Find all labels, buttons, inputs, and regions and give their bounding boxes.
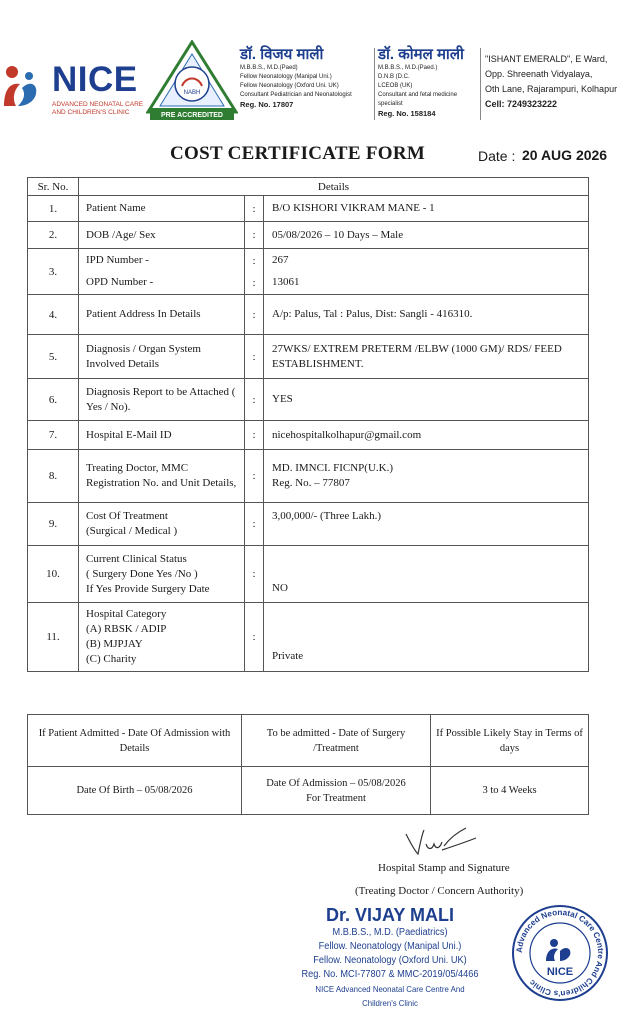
stamp-line: M.B.B.S., M.D. (Paediatrics) <box>332 927 448 938</box>
row-sr: 6. <box>28 379 79 421</box>
doctor1-name: डॉ. विजय माली <box>240 46 324 63</box>
admission-header: If Patient Admitted - Date Of Admission with Details <box>28 715 242 767</box>
row-colon: : <box>245 603 264 672</box>
table-row <box>28 335 589 379</box>
stamp-line: NICE Advanced Neonatal Care Centre And Children's Clinic <box>315 984 465 1008</box>
row-colon-pair <box>245 249 264 295</box>
row-value: 05/08/2026 – 10 Days – Male <box>264 222 589 249</box>
address-line: Opp. Shreenath Vidyalaya, <box>485 69 593 79</box>
row-value: YES <box>264 379 589 421</box>
clinic-phone: Cell: 7249323222 <box>485 99 558 109</box>
table-row <box>28 603 589 672</box>
doctor-signature-icon <box>400 820 480 860</box>
table-row <box>28 421 589 450</box>
doctor2-line: LCEOB (UK) <box>378 83 413 89</box>
admission-header-row <box>28 715 589 767</box>
doctor2-block <box>378 46 478 119</box>
address-line: "ISHANT EMERALD", E Ward, <box>485 54 608 64</box>
col-sr-header: Sr. No. <box>28 178 79 196</box>
stamp-line: Fellow. Neonatology (Manipal Uni.) <box>318 941 462 952</box>
stamp-signature-label: Hospital Stamp and Signature <box>378 862 510 874</box>
row-value: 27WKS/ EXTREM PRETERM /ELBW (1000 GM)/ RDS/ FEED ESTABLISHMENT. <box>264 335 589 379</box>
header-divider <box>480 48 481 120</box>
row-colon: : <box>252 276 256 289</box>
row-sr: 10. <box>28 546 79 603</box>
row-value: 3,00,000/- (Three Lakh.) <box>264 503 589 546</box>
address-line: Oth Lane, Rajarampuri, Kolhapur <box>485 84 618 94</box>
surgery-header: To be admitted - Date of Surgery /Treatment <box>242 715 431 767</box>
row-sr: 4. <box>28 295 79 335</box>
clinic-seal-icon <box>510 903 610 1003</box>
doctor1-line: Consultant Pediatrician and Neonatologist <box>240 92 352 98</box>
row-sr: 3. <box>28 249 79 295</box>
row-label-pair <box>79 249 245 295</box>
table-row <box>28 379 589 421</box>
row-sr: 7. <box>28 421 79 450</box>
row-value: B/O KISHORI VIKRAM MANE - 1 <box>264 196 589 222</box>
nabh-center-text: NABH <box>183 90 201 96</box>
row-colon: : <box>245 503 264 546</box>
row-label: Treating Doctor, MMC Registration No. and Unit Details, <box>79 450 245 503</box>
row-value: MD. IMNCI. FICNP(U.K.) Reg. No. – 77807 <box>264 450 589 503</box>
row-sr: 1. <box>28 196 79 222</box>
row-value: NO <box>264 546 589 603</box>
row-sr: 5. <box>28 335 79 379</box>
row-colon: : <box>245 546 264 603</box>
table-header-row <box>28 178 589 196</box>
row-label: DOB /Age/ Sex <box>79 222 245 249</box>
ipd-value: 267 <box>272 254 289 266</box>
row-sr: 8. <box>28 450 79 503</box>
opd-value: 13061 <box>272 276 300 288</box>
col-details-header: Details <box>79 178 589 196</box>
row-colon: : <box>245 450 264 503</box>
authority-label: (Treating Doctor / Concern Authority) <box>355 885 524 897</box>
row-colon: : <box>245 295 264 335</box>
doctor1-reg: Reg. No. 17807 <box>240 100 294 109</box>
nice-logo-icon <box>0 62 40 108</box>
table-row <box>28 503 589 546</box>
doctor-stamp <box>290 904 490 1010</box>
row-label: Hospital Category (A) RBSK / ADIP (B) MJPJAY (C) Charity <box>79 603 245 672</box>
row-label: Patient Address In Details <box>79 295 245 335</box>
doctor1-line: Fellow Neonatology (Oxford Uni. UK) <box>240 83 339 89</box>
seal-center-text: NICE <box>546 966 574 978</box>
table-row <box>28 546 589 603</box>
opd-label: OPD Number - <box>86 276 154 288</box>
stay-value: 3 to 4 Weeks <box>431 767 589 815</box>
row-label: Diagnosis / Organ System Involved Details <box>79 335 245 379</box>
admission-value: Date Of Birth – 05/08/2026 <box>28 767 242 815</box>
doctor1-line: Fellow Neonatology (Manipal Uni.) <box>240 74 332 80</box>
stamp-doctor-name: Dr. VIJAY MALI <box>325 905 455 925</box>
cost-certificate-table <box>27 177 589 672</box>
row-colon: : <box>245 421 264 450</box>
nabh-ribbon-text: PRE ACCREDITED <box>161 112 223 119</box>
doctor2-reg: Reg. No. 158184 <box>378 109 436 118</box>
stamp-line: Fellow. Neonatology (Oxford Uni. UK) <box>313 955 467 966</box>
nabh-accreditation-icon <box>146 40 238 122</box>
clinic-address <box>485 52 627 112</box>
row-value: A/p: Palus, Tal : Palus, Dist: Sangli - 416310. <box>264 295 589 335</box>
row-label: Cost Of Treatment (Surgical / Medical ) <box>79 503 245 546</box>
stamp-line: Reg. No. MCI-77807 & MMC-2019/05/4466 <box>301 969 479 980</box>
row-label: Diagnosis Report to be Attached ( Yes / No). <box>79 379 245 421</box>
row-label: Current Clinical Status ( Surgery Done Yes /No ) If Yes Provide Surgery Date <box>79 546 245 603</box>
logo-subtitle: ADVANCED NEONATAL CARE AND CHILDREN'S CLINIC <box>52 101 144 116</box>
header-divider <box>374 48 375 120</box>
date-label: Date : <box>478 148 516 164</box>
doctor2-line: M.B.B.S., M.D.(Paed.) <box>378 65 438 71</box>
doctor2-line: D.N.B (D.C. <box>378 74 410 80</box>
doctor2-name: डॉ. कोमल माली <box>378 46 464 63</box>
surgery-value: Date Of Admission – 05/08/2026 For Treatment <box>242 767 431 815</box>
table-row <box>28 222 589 249</box>
row-sr: 9. <box>28 503 79 546</box>
row-label: Patient Name <box>79 196 245 222</box>
row-colon: : <box>245 335 264 379</box>
row-value: Private <box>264 603 589 672</box>
ipd-label: IPD Number - <box>86 254 149 266</box>
row-colon: : <box>245 379 264 421</box>
logo-wordmark: NICE <box>52 60 138 99</box>
admission-value-row <box>28 767 589 815</box>
stay-header: If Possible Likely Stay in Terms of days <box>431 715 589 767</box>
doctor1-block <box>240 46 375 110</box>
doctor1-line: M.B.B.S., M.D.(Paed) <box>240 65 298 71</box>
date-value: 20 AUG 2026 <box>522 147 608 163</box>
table-row <box>28 450 589 503</box>
admission-table <box>27 714 589 815</box>
row-sr: 11. <box>28 603 79 672</box>
table-row <box>28 196 589 222</box>
row-label: Hospital E-Mail ID <box>79 421 245 450</box>
row-value-pair <box>264 249 589 295</box>
table-row <box>28 249 589 295</box>
table-row <box>28 295 589 335</box>
row-colon: : <box>252 254 256 267</box>
row-value: nicehospitalkolhapur@gmail.com <box>264 421 589 450</box>
letterhead <box>0 40 627 122</box>
row-colon: : <box>245 222 264 249</box>
row-sr: 2. <box>28 222 79 249</box>
form-title: COST CERTIFICATE FORM <box>170 143 426 164</box>
row-colon: : <box>245 196 264 222</box>
doctor2-line: Consultant and fetal medicine specialist <box>378 92 458 107</box>
seal-ring-text: Advanced Neonatal Care Centre And Children's Clinic <box>514 907 606 999</box>
svg-text:Advanced Neonatal Care Centre <box>515 908 605 998</box>
